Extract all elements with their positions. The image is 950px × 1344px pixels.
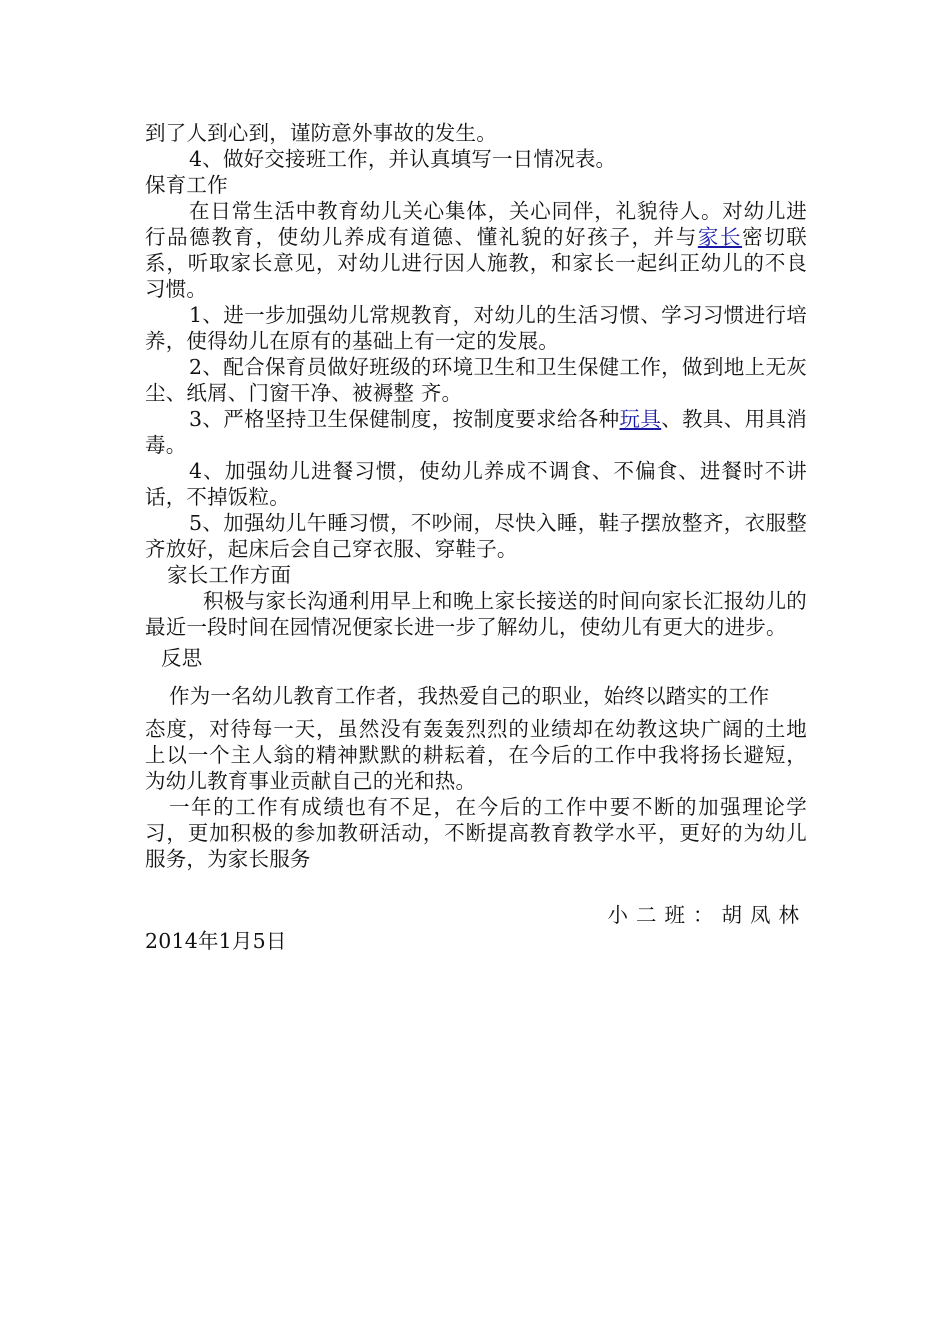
heading-care-work: 保育工作 bbox=[145, 173, 228, 197]
care-item-3-text-a: 3、严格坚持卫生保健制度，按制度要求给各种 bbox=[189, 407, 620, 431]
care-intro-text-a: 在日常生活中教育幼儿关心集体，关心同伴，礼貌待人。对幼儿进行品德教育，使幼儿养成有道德、懂礼貌的好孩子，并与 bbox=[145, 199, 807, 249]
item-handover: 4、做好交接班工作，并认真填写一日情况表。 bbox=[189, 147, 617, 171]
paragraph-parent-work: 积极与家长沟通利用早上和晚上家长接送的时间向家长汇报幼儿的最近一段时间在园情况便家长进一步了解幼儿，使幼儿有更大的进步。 bbox=[145, 589, 807, 639]
date: 2014年1月5日 bbox=[145, 929, 287, 953]
care-item-3-text-b: 、教具、用具消毒。 bbox=[145, 407, 808, 457]
paragraph-safety-end: 到了人到心到，谨防意外事故的发生。 bbox=[145, 121, 497, 145]
care-item-1: 1、进一步加强幼儿常规教育，对幼儿的生活习惯、学习习惯进行培养，使得幼儿在原有的基础上有一定的发展。 bbox=[145, 303, 807, 353]
heading-parent-work: 家长工作方面 bbox=[167, 563, 292, 587]
care-intro-text-b: 密切联系，听取家长意见，对幼儿进行因人施教，和家长一起纠正幼儿的不良习惯。 bbox=[145, 225, 808, 301]
link-toys[interactable]: 玩具 bbox=[619, 407, 662, 431]
document-body bbox=[145, 120, 807, 954]
heading-reflection: 反思 bbox=[161, 646, 203, 670]
paragraph-reflection: 态度，对待每一天，虽然没有轰轰烈烈的业绩却在幼教这块广阔的土地上以一个主人翁的精神默默的耕耘着，在今后的工作中我将扬长避短，为幼儿教育事业贡献自己的光和热。 bbox=[145, 717, 807, 793]
care-item-3 bbox=[145, 406, 807, 458]
reflection-first-line: 作为一名幼儿教育工作者，我热爱自己的职业，始终以踏实的工作 bbox=[169, 684, 770, 708]
care-item-4: 4、加强幼儿进餐习惯，使幼儿养成不调食、不偏食、进餐时不讲话，不掉饭粒。 bbox=[145, 459, 807, 509]
paragraph-closing: 一年的工作有成绩也有不足，在今后的工作中要不断的加强理论学习，更加积极的参加教研活动，不断提高教育教学水平，更好的为幼儿服务，为家长服务 bbox=[145, 795, 807, 871]
link-parents[interactable]: 家长 bbox=[697, 225, 743, 249]
care-item-5: 5、加强幼儿午睡习惯，不吵闹，尽快入睡，鞋子摆放整齐，衣服整齐放好，起床后会自己穿衣服、穿鞋子。 bbox=[145, 511, 807, 561]
signature: 小二班：胡凤林 bbox=[607, 903, 807, 927]
care-item-2: 2、配合保育员做好班级的环境卫生和卫生保健工作，做到地上无灰尘、纸屑、门窗干净、被褥整 齐。 bbox=[145, 355, 807, 405]
paragraph-care-intro bbox=[145, 198, 807, 302]
